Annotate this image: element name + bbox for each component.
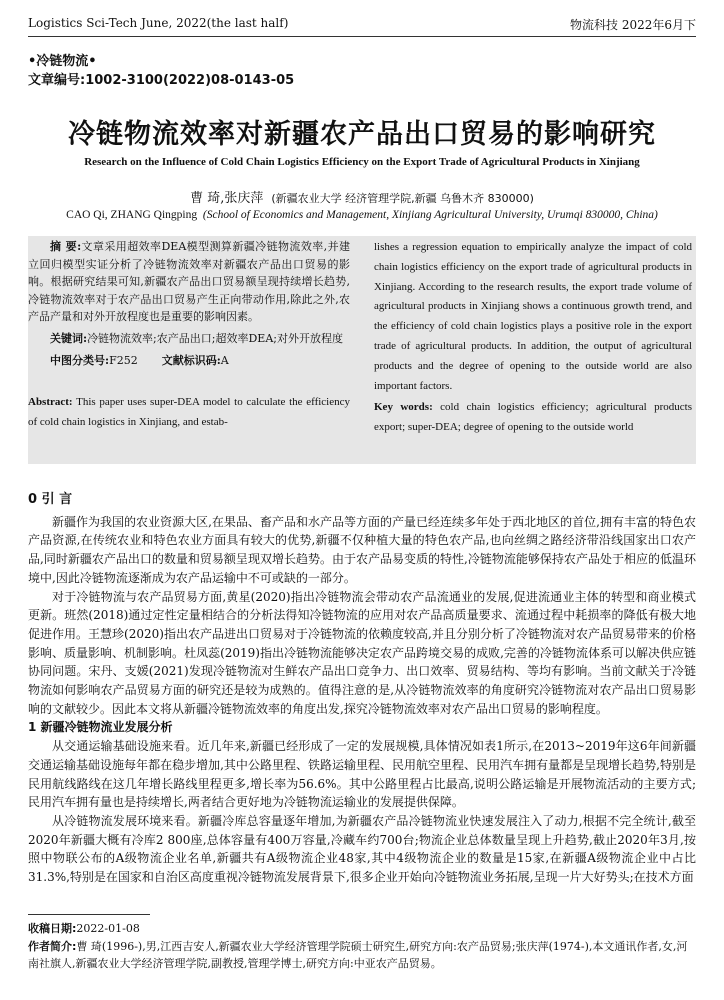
abstract-en-part2: lishes a regression equation to empirically analyze the impact of cold chain logistics efficiency on the export trade of agricultural products in Xinjiang. According to the research results, the export trade volume of agricultural products in Xinjiang shows a continuous growth trend, and the efficiency of cold chain logistics plays a positive role in the export trade of agricultural products. In addition, the output of agricultural products and the degree of opening to the outside world are also important factors. (374, 241, 692, 392)
paper-title-cn: 冷链物流效率对新疆农产品出口贸易的影响研究 (68, 119, 656, 150)
abstract-right-column (374, 238, 692, 438)
section-0-paragraph-1: 新疆作为我国的农业资源大区,在果品、畜产品和水产品等方面的产量已经连续多年处于西北地区的首位,拥有丰富的特色农产品资源,在传统农业和特色农业方面具有较大的优势,新疆不仅种植大量的特色农产品,也向丝绸之路经济带沿线国家出口农产品,同时新疆农产品出口的数量和贸易额呈现双增长趋势。由于农产品易变质的特性,冷链物流能够保持农产品处于相应的低温环境中,因此冷链物流逐渐成为农产品运输中不可或缺的一部分。 (28, 514, 696, 585)
received-label: 收稿日期: (28, 922, 77, 935)
section-0-paragraph-2: 对于冷链物流与农产品贸易方面,黄星(2020)指出冷链物流会带动农产品流通业的发展,促进流通业主体的转型和商业模式更新。班然(2018)通过定性定量相结合的分析法得知冷链物流的应用对农产品高质量要求、流通过程中耗损率的降低有极大地促进作用。王慧珍(2020)指出农产品进出口贸易对于冷链物流的依赖度较高,并且分别分析了冷链物流对农产品贸易带来的价格影响、质量影响、机制影响。杜凤蕊(2019)指出冷链物流能够决定农产品跨境交易的成败,完善的冷链物流体系可以解决供应链协同问题。宋丹、支媛(2021)发现冷链物流对生鲜农产品出口竞争力、出口效率、贸易结构、等均有影响。当前文献关于冷链物流如何影响农产品贸易方面的研究还是较为成熟的。值得注意的是,从冷链物流效率的角度研究冷链物流对农产品出口贸易影响的文献较少。因此本文将从新疆冷链物流效率的角度出发,探究冷链物流效率对农产品出口贸易的影响程度。 (28, 589, 696, 716)
abstract-cn-label: 摘 要: (50, 240, 82, 253)
keywords-en-text: cold chain logistics efficiency; agricultural products export; super-DEA; degree of opening to the outside world (374, 401, 692, 434)
article-number: 文章编号:1002-3100(2022)08-0143-05 (28, 73, 295, 88)
author-names-cn: 曹 琦,张庆萍 (190, 191, 264, 206)
classification (28, 352, 350, 370)
header-rule (28, 36, 696, 37)
journal-issue-cn: 物流科技 2022年6月下 (570, 18, 696, 32)
author-bio-label: 作者简介: (28, 940, 77, 953)
keywords-en-label: Key words: (374, 401, 433, 414)
received-value: 2022-01-08 (76, 922, 140, 935)
column-tag: •冷链物流• (28, 54, 97, 69)
keywords-cn-text: 冷链物流效率;农产品出口;超效率DEA;对外开放程度 (87, 331, 343, 345)
author-bio (28, 938, 696, 972)
section-1-paragraph-1: 从交通运输基础设施来看。近几年来,新疆已经形成了一定的发展规模,具体情况如表1所示,在2013~2019年这6年间新疆交通运输基础设施每年都在稳步增加,其中公路里程、铁路运输里程、民用航空里程、民用汽车拥有量都是呈现增长趋势,特别是民用航线路线在这几年增长路线里程更多,增长率为56.6%。其中公路里程占比最高,说明公路运输是开展物流活动的主要方式;民用汽车拥有量也是持续增长,两者结合更好地为冷链物流运输业的发展提供保障。 (28, 739, 696, 810)
abstract-en-label: Abstract: (28, 396, 73, 409)
keywords-cn-label: 关键词: (50, 331, 88, 345)
running-header (28, 16, 696, 34)
abstract-cn (28, 238, 350, 326)
doc-code-value: A (220, 353, 229, 367)
authors-cn (0, 187, 724, 206)
clc-value: F252 (109, 353, 138, 367)
section-1-paragraph-2: 从冷链物流发展环境来看。新疆冷库总容量逐年增加,为新疆农产品冷链物流业快速发展注入了动力,根据不完全统计,截至2020年新疆大概有冷库2 800座,总体容量有400万容量,冷藏车约700台;物流企业总体数量呈现上升趋势,截止2020年3月,按照中物联公布的A级物流企业名单,新疆共有A级物流企业48家,其中4级物流企业的数量是15家,在新疆A级物流企业中占比31.3%,特别是在国家和自治区高度重视冷链物流发展背景下,很多企业开始向冷链物流业务拓展,呈现一片大好势头;在技术方面 (28, 813, 696, 885)
paper-title-en: Research on the Influence of Cold Chain Logistics Efficiency on the Export Trade of Agricultural Products in Xinjiang (84, 156, 640, 168)
abstract-cn-text: 文章采用超效率DEA模型测算新疆冷链物流效率,并建立回归模型实证分析了冷链物流效率对新疆农产品出口贸易的影响。根据研究结果可知,新疆农产品出口贸易额呈现持续增长趋势,冷链物流效率对于农产品出口贸易产生正向带动作用,除此之外,农产品产量和对外开放程度也是重要的影响因素。 (28, 240, 350, 324)
received-date (28, 920, 696, 937)
abstract-left-column (28, 238, 350, 432)
footnote-rule (28, 914, 150, 915)
affiliation-cn: (新疆农业大学 经济管理学院,新疆 乌鲁木齐 830000) (271, 192, 534, 205)
journal-name-en: Logistics Sci-Tech June, 2022(the last half) (28, 16, 289, 30)
keywords-en (374, 398, 692, 438)
author-bio-text: 曹 琦(1996-),男,江西吉安人,新疆农业大学经济管理学院硕士研究生,研究方向:农产品贸易;张庆萍(1974-),本文通讯作者,女,河南社旗人,新疆农业大学经济管理学院,副教授,管理学博士,研究方向:中亚农产品贸易。 (28, 940, 688, 970)
abstract-en-text-1: This paper uses super-DEA model to calculate the efficiency of cold chain logistics in Xinjiang, and estab- (28, 396, 350, 428)
clc-label: 中图分类号: (50, 353, 110, 367)
keywords-cn (28, 330, 350, 348)
abstract-en-part1 (28, 393, 350, 432)
section-1-heading: 1 新疆冷链物流业发展分析 (28, 720, 173, 735)
author-names-en: CAO Qi, ZHANG Qingping (66, 209, 198, 221)
doc-code-label: 文献标识码: (161, 353, 221, 367)
body-text (28, 491, 696, 887)
affiliation-en: (School of Economics and Management, Xinjiang Agricultural University, Urumqi 830000, China) (202, 209, 658, 221)
section-0-heading: 0 引 言 (28, 492, 73, 507)
authors-en (28, 209, 696, 221)
